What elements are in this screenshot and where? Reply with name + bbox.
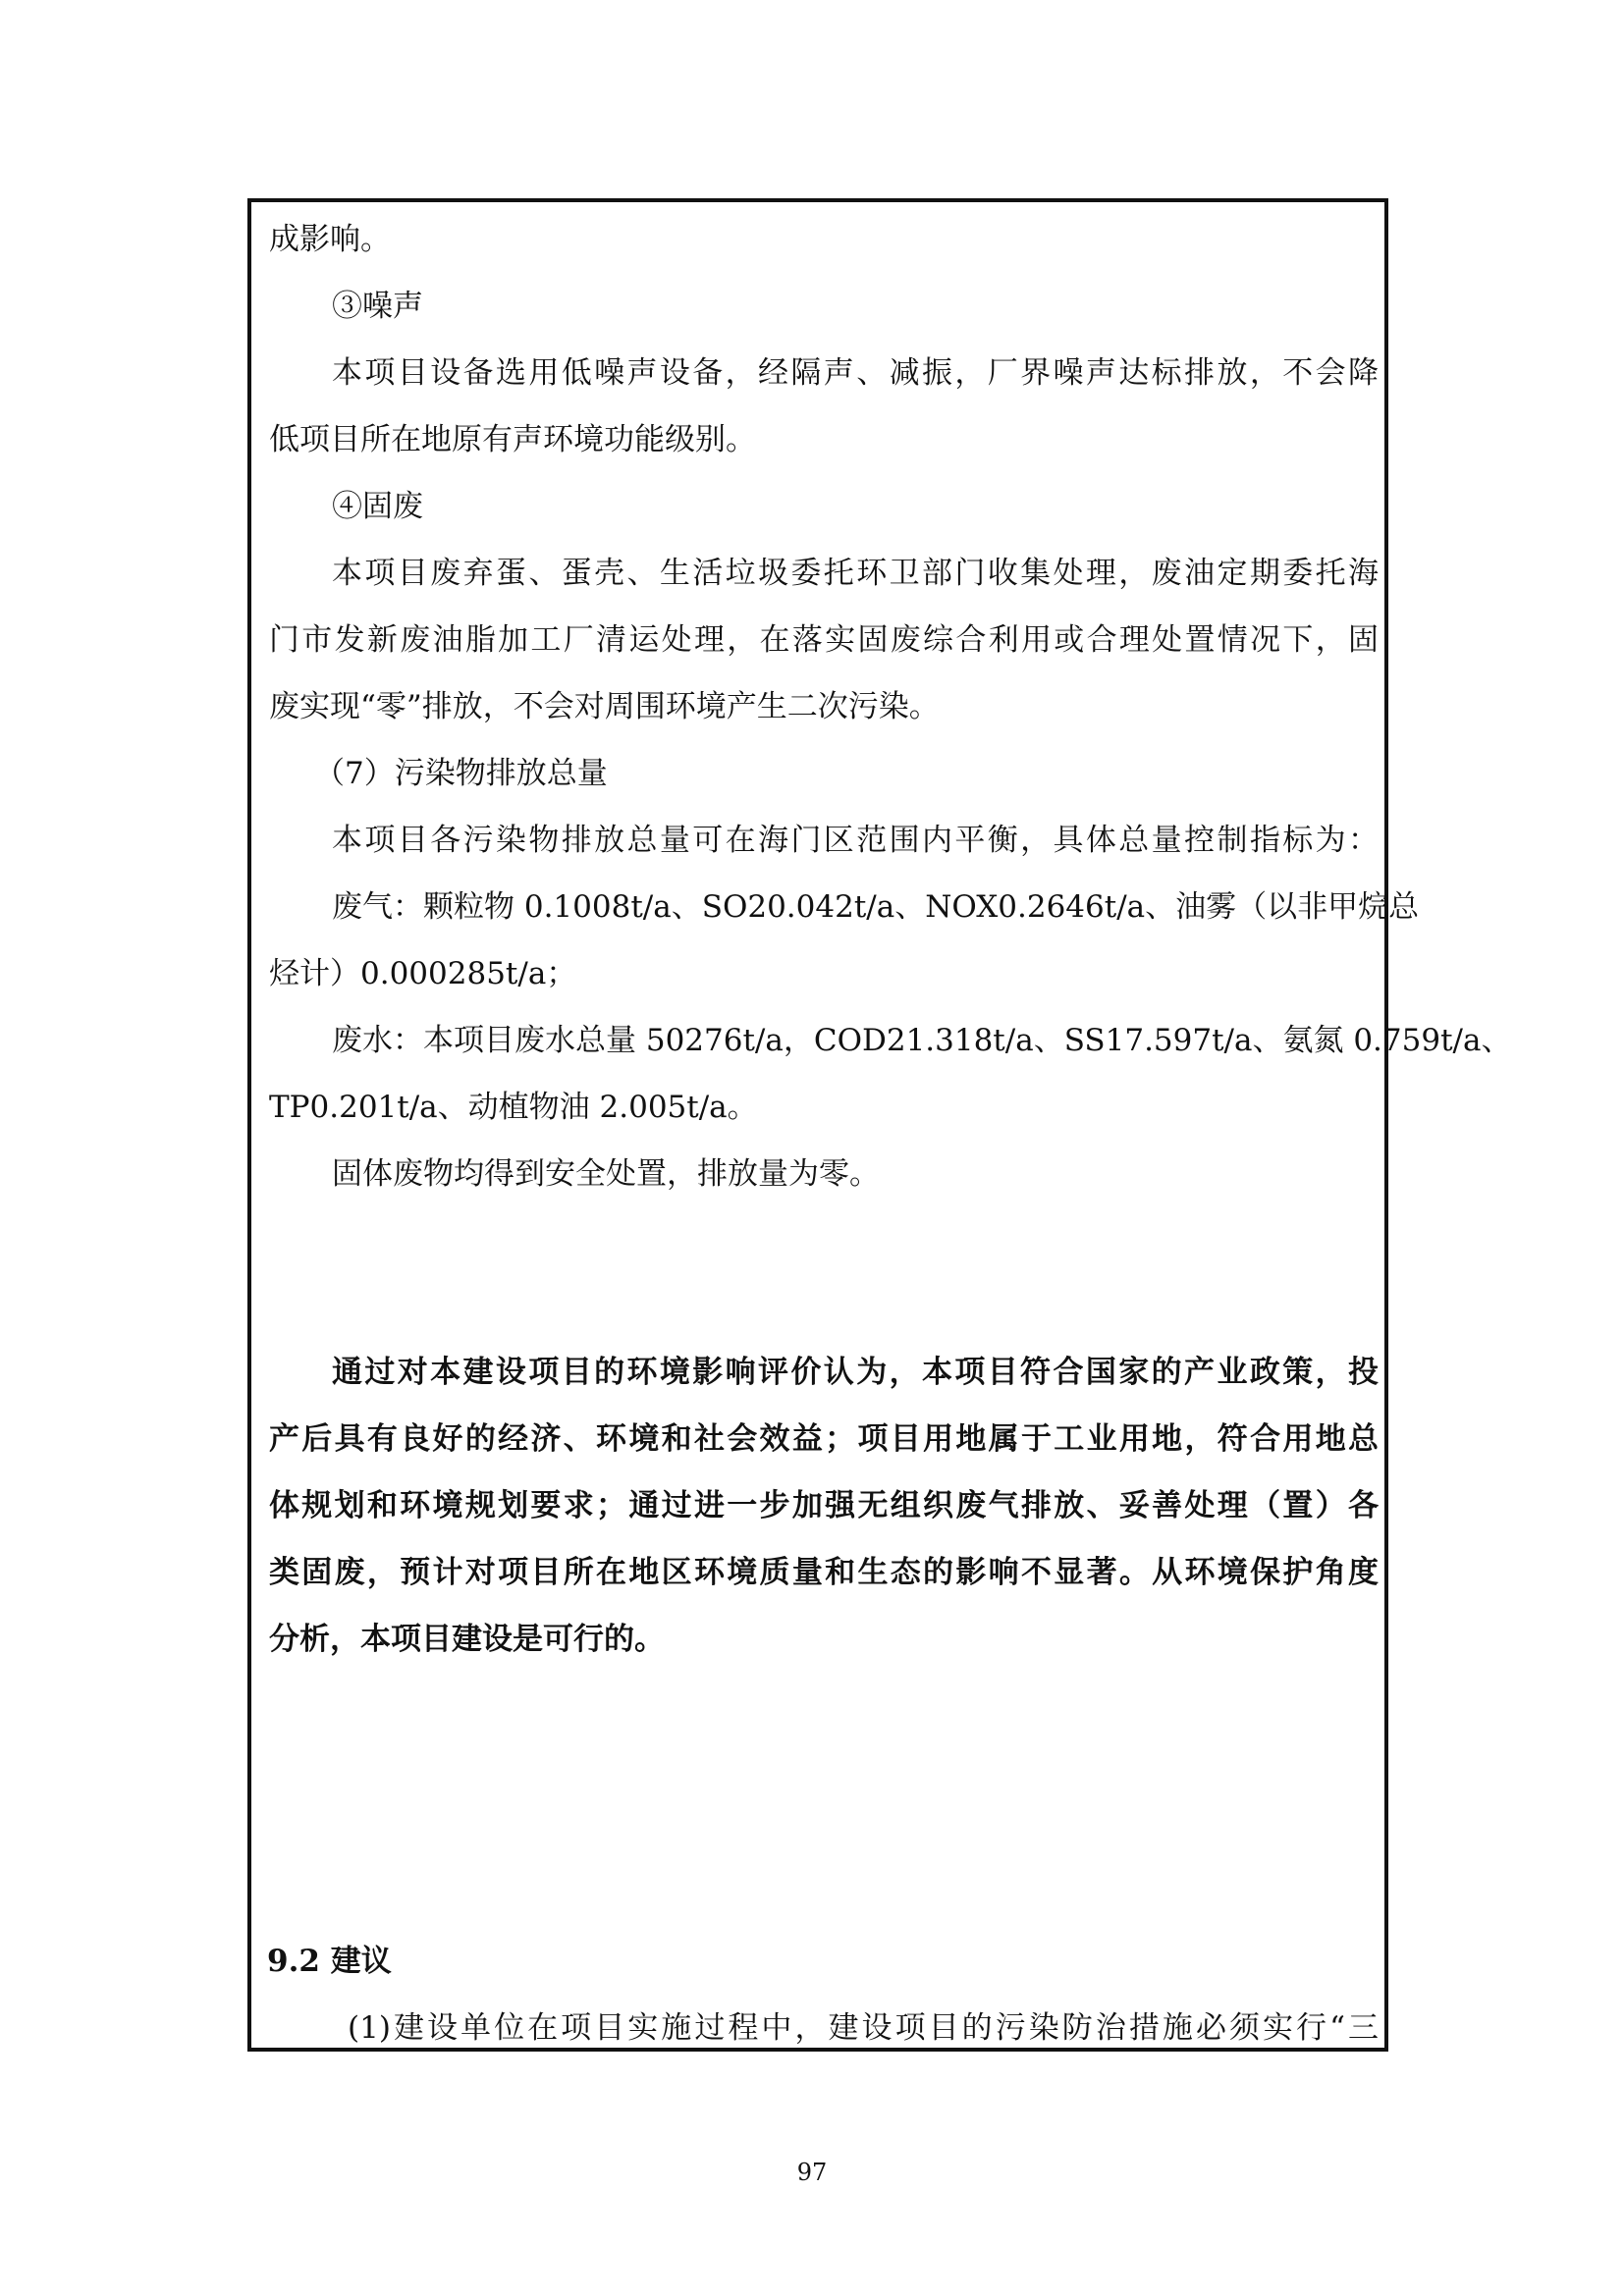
conclusion-line: 分析，本项目建设是可行的。 (269, 1622, 665, 1657)
text-line: 废水：本项目废水总量 50276t/a，COD21.318t/a、SS17.597t/a、氨氮 0.759t/a、 (332, 1023, 1512, 1058)
text-line: 烃计）0.000285t/a； (269, 956, 577, 991)
text-line: 废实现“零”排放，不会对周围环境产生二次污染。 (269, 689, 940, 724)
section-heading: 9.2 建议 (267, 1944, 392, 1979)
text-line: 本项目设备选用低噪声设备，经隔声、减振，厂界噪声达标排放，不会降 (332, 355, 1379, 391)
content-frame (247, 198, 1512, 2052)
subheading-total-emissions: （7）污染物排放总量 (314, 756, 608, 791)
text-line: (1)建设单位在项目实施过程中，建设项目的污染防治措施必须实行“三 (348, 2010, 1379, 2046)
text-line: 本项目各污染物排放总量可在海门区范围内平衡，具体总量控制指标为： (332, 823, 1379, 858)
text-line: 本项目废弃蛋、蛋壳、生活垃圾委托环卫部门收集处理，废油定期委托海 (332, 556, 1379, 591)
text-line: 门市发新废油脂加工厂清运处理，在落实固废综合利用或合理处置情况下，固 (269, 622, 1379, 658)
page-number: 97 (796, 2159, 828, 2186)
text-line: 固体废物均得到安全处置，排放量为零。 (332, 1156, 880, 1192)
conclusion-line: 体规划和环境规划要求；通过进一步加强无组织废气排放、妥善处理（置）各 (269, 1488, 1379, 1523)
text-line: 废气：颗粒物 0.1008t/a、SO20.042t/a、NOX0.2646t/a、油雾（以非甲烷总 (332, 889, 1420, 925)
text-line: TP0.201t/a、动植物油 2.005t/a。 (269, 1090, 758, 1125)
subheading-solid-waste: ④固废 (332, 489, 423, 524)
text-line: 成影响。 (269, 222, 391, 257)
subheading-noise: ③噪声 (332, 289, 423, 324)
conclusion-line: 通过对本建设项目的环境影响评价认为，本项目符合国家的产业政策，投 (332, 1355, 1379, 1390)
conclusion-line: 产后具有良好的经济、环境和社会效益；项目用地属于工业用地，符合用地总 (269, 1421, 1379, 1457)
text-line: 低项目所在地原有声环境功能级别。 (269, 422, 756, 457)
conclusion-line: 类固废，预计对项目所在地区环境质量和生态的影响不显著。从环境保护角度 (269, 1555, 1379, 1590)
